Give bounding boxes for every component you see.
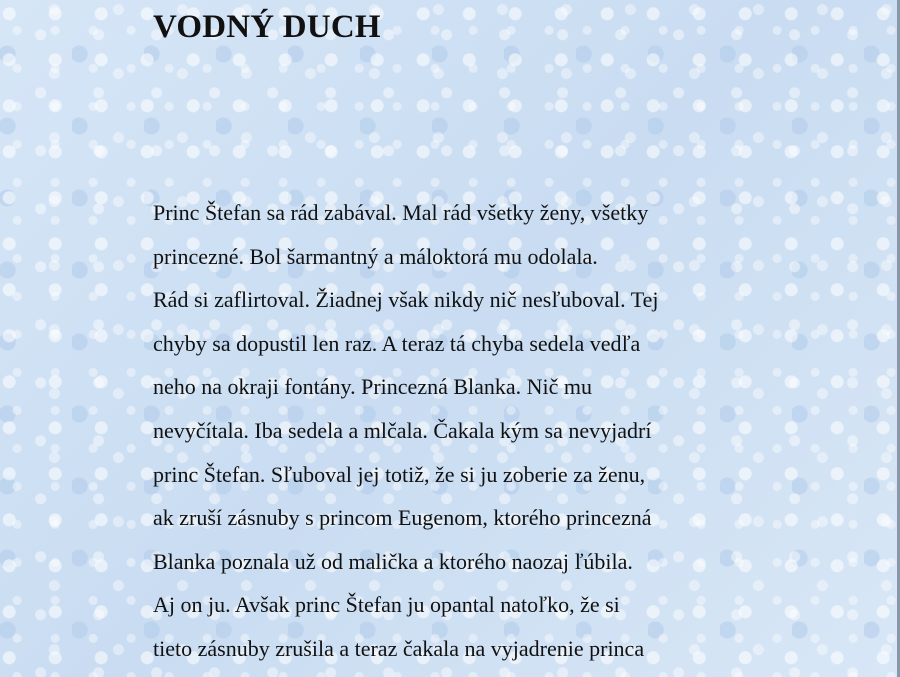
- text-line: neho na okraji fontány. Princezná Blanka. Nič mu: [153, 374, 593, 400]
- text-line: chyby sa dopustil len raz. A teraz tá chyba sedela vedľa: [153, 330, 641, 356]
- text-line: ak zruší zásnuby s princom Eugenom, ktorého princezná: [153, 505, 652, 531]
- text-line: Rád si zaflirtoval. Žiadnej však nikdy nič nesľuboval. Tej: [153, 287, 659, 313]
- text-line: Blanka poznala už od malička a ktorého naozaj ľúbila.: [153, 548, 633, 574]
- text-line: princ Štefan. Sľuboval jej totiž, že si ju zoberie za ženu,: [153, 461, 646, 487]
- text-line: Princ Štefan sa rád zabával. Mal rád všetky ženy, všetky: [153, 200, 649, 225]
- text-line: tieto zásnuby zrušila a teraz čakala na vyjadrenie princa: [153, 635, 645, 661]
- document-title: VODNÝ DUCH: [153, 9, 381, 45]
- text-line: nevyčítala. Iba sedela a mlčala. Čakala kým sa nevyjadrí: [153, 417, 652, 443]
- text-line: princezné. Bol šarmantný a máloktorá mu odolala.: [153, 243, 598, 269]
- story-paragraph: [153, 191, 753, 671]
- document-page: [153, 0, 753, 661]
- text-line: Aj on ju. Avšak princ Štefan ju opantal natoľko, že si: [153, 592, 620, 618]
